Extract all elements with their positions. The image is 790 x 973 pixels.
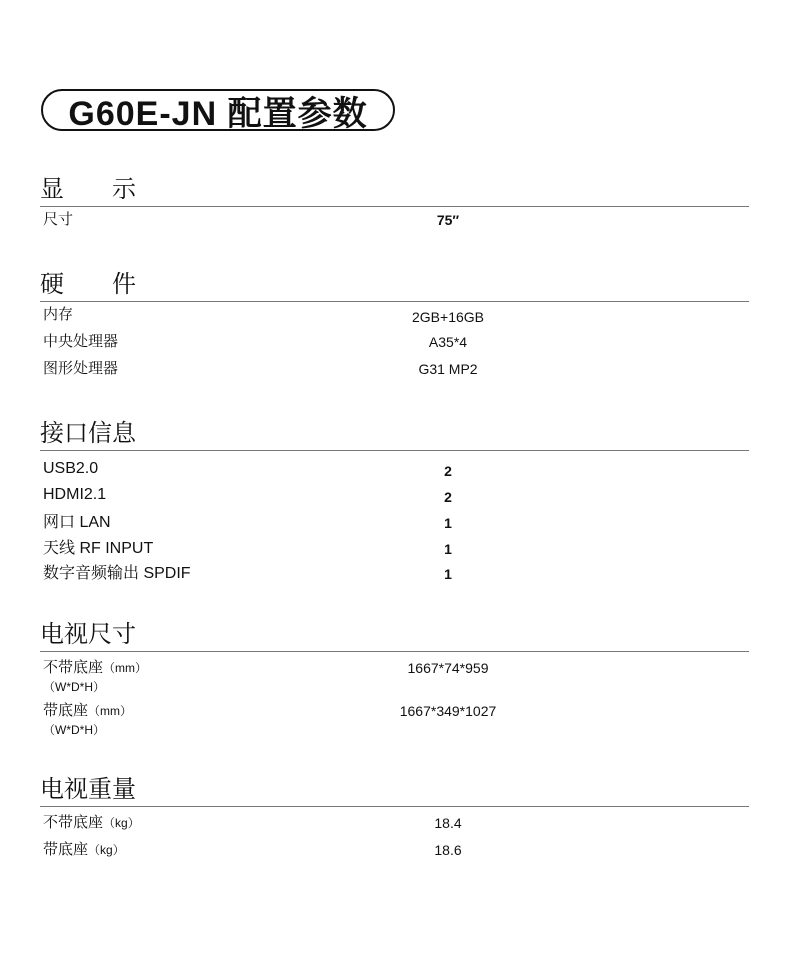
spec-label: 网口 LAN	[43, 514, 111, 531]
spec-label-text: 带底座	[43, 702, 89, 719]
page-title: G60E-JN 配置参数	[68, 94, 368, 133]
section-title: 电视重量	[40, 776, 136, 803]
spec-unit: （mm）	[88, 704, 133, 718]
section-tv-weight: 电视重量 不带底座（kg） 18.4 带底座（kg） 18.6	[40, 776, 749, 807]
spec-unit: （kg）	[103, 816, 140, 830]
spec-title-badge	[41, 89, 395, 131]
spec-sublabel: （W*D*H）	[43, 723, 105, 737]
spec-label: 数字音频输出 SPDIF	[43, 565, 191, 582]
spec-label	[43, 702, 132, 720]
spec-label: HDMI2.1	[43, 486, 107, 503]
section-title: 电视尺寸	[40, 621, 136, 648]
section-tv-size: 电视尺寸 不带底座（mm） （W*D*H） 1667*74*959 带底座（mm） （W*D*H） 1667*349*1027	[40, 621, 749, 652]
section-header	[40, 420, 749, 451]
spec-label: 中央处理器	[43, 333, 119, 350]
spec-unit: （mm）	[103, 661, 148, 675]
section-title: 接口信息	[40, 420, 136, 447]
section-header	[40, 176, 749, 207]
section-header	[40, 271, 749, 302]
section-header	[40, 776, 749, 807]
spec-label-text: 带底座	[43, 841, 89, 858]
spec-label: 天线 RF INPUT	[43, 540, 154, 557]
spec-label-text: 不带底座	[43, 814, 104, 831]
section-title-part: 显	[40, 176, 64, 203]
spec-sublabel: （W*D*H）	[43, 680, 105, 694]
spec-label: 尺寸	[43, 211, 74, 228]
section-title-part: 示	[112, 176, 136, 203]
spec-label	[43, 659, 147, 677]
spec-label: 内存	[43, 306, 74, 323]
section-display: 显 示 尺寸 75″	[40, 176, 749, 207]
spec-label-text: 不带底座	[43, 659, 104, 676]
spec-unit: （kg）	[88, 843, 125, 857]
section-ports: 接口信息 USB2.0 2 HDMI2.1 2 网口 LAN 1 天线 RF INPUT 1 数字音频输出 SPDIF 1	[40, 420, 749, 451]
spec-label: USB2.0	[43, 460, 99, 477]
spec-label: 图形处理器	[43, 360, 119, 377]
spec-label	[43, 841, 125, 859]
section-header	[40, 621, 749, 652]
section-hardware: 硬 件 内存 2GB+16GB 中央处理器 A35*4 图形处理器 G31 MP2	[40, 271, 749, 302]
spec-label	[43, 814, 140, 832]
section-title-part: 件	[112, 271, 136, 298]
section-title-part: 硬	[40, 271, 64, 298]
